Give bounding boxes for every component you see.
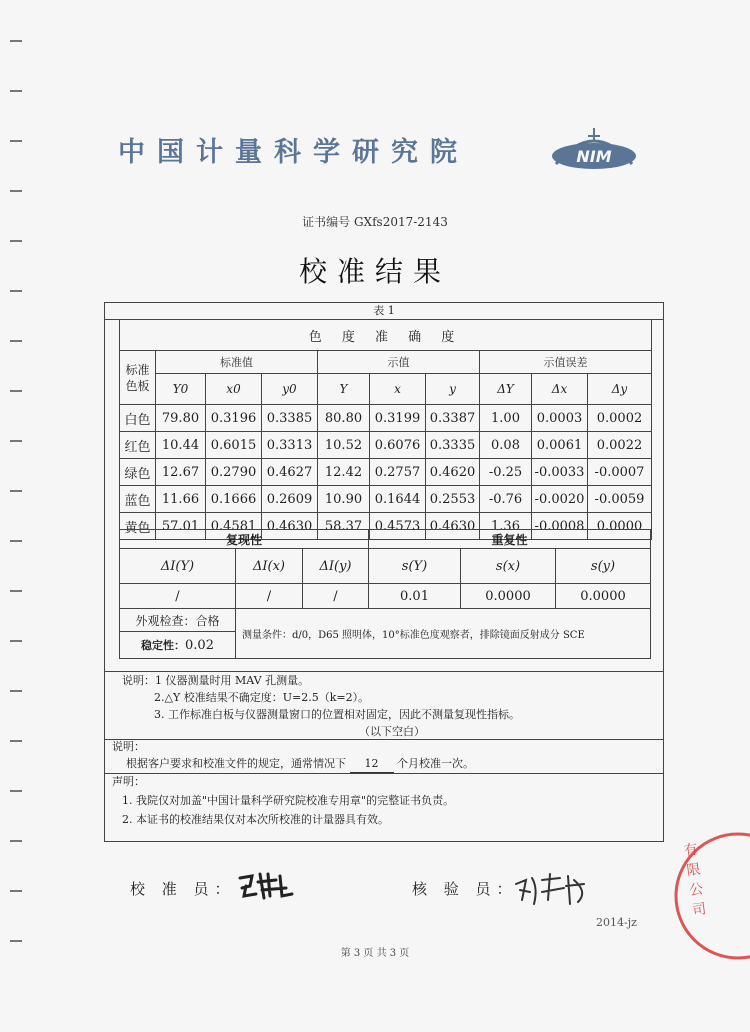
column-header: x	[370, 374, 426, 405]
table-cell: 10.52	[318, 432, 370, 459]
table-cell: -0.0033	[532, 459, 588, 486]
table-cell: 0.3313	[262, 432, 318, 459]
remark-title: 说明：	[112, 740, 145, 753]
repeatability-header: s(y)	[555, 548, 651, 584]
blank-below-marker: （以下空白）	[359, 725, 425, 738]
calibrator-label: 校 准 员：	[130, 880, 236, 898]
column-header: Y	[318, 374, 370, 405]
table-cell: 0.6076	[370, 432, 426, 459]
table-cell: 0.08	[480, 432, 532, 459]
repeatability-header: s(Y)	[368, 548, 461, 584]
std-board-header: 标准色板	[120, 351, 156, 405]
table-cell: 0.4573	[370, 513, 426, 540]
std-value-header: 标准值	[156, 351, 318, 374]
remark-block	[112, 738, 660, 773]
note-line: 2.△Y 校准结果不确定度：U=2.5（k=2）。	[154, 691, 370, 704]
table-cell: -0.25	[480, 459, 532, 486]
statement-line: 2. 本证书的校准结果仅对本次所校准的计量器具有效。	[122, 813, 389, 826]
institute-name: 中国计量科学研究院	[118, 137, 469, 168]
table-cell: 0.4581	[206, 513, 262, 540]
verifier-signature	[512, 870, 592, 910]
column-header: x0	[206, 374, 262, 405]
notes-block	[122, 672, 662, 740]
table-cell: 1.00	[480, 405, 532, 432]
appearance-check: 外观检查：合格	[119, 608, 236, 632]
table-cell: 1.36	[480, 513, 532, 540]
table-title: 色 度 准 确 度	[120, 320, 652, 351]
note-line: 说明：1 仪器测量时用 MAV 孔测量。	[122, 674, 310, 687]
table-row	[120, 459, 652, 486]
reproducibility-value: /	[302, 583, 369, 609]
table-cell: 0.4620	[426, 459, 480, 486]
table-cell: 12.67	[156, 459, 206, 486]
row-label: 红色	[120, 432, 156, 459]
column-header: Δy	[588, 374, 652, 405]
repeatability-header: s(x)	[460, 548, 556, 584]
measurement-conditions: 测量条件：d/0，D65 照明体，10°标准色度观察者，排除镜面反射成分 SCE	[235, 608, 651, 659]
table-cell: 10.90	[318, 486, 370, 513]
table-cell: 0.6015	[206, 432, 262, 459]
note-line: 3. 工作标准白板与仪器测量窗口的位置相对固定，因此不测量复现性指标。	[154, 708, 520, 721]
stability-cell	[119, 631, 236, 659]
table-cell: 0.3385	[262, 405, 318, 432]
statement-title: 声明：	[112, 775, 145, 788]
repeatability-title: 重复性	[368, 529, 651, 549]
table-cell: -0.0007	[588, 459, 652, 486]
repeatability-value: 0.0000	[460, 583, 556, 609]
table-cell: -0.0020	[532, 486, 588, 513]
table-cell: 0.3387	[426, 405, 480, 432]
seal-text: 有限公司	[682, 841, 708, 919]
table-row	[120, 486, 652, 513]
table-cell: 79.80	[156, 405, 206, 432]
error-header: 示值误差	[480, 351, 652, 374]
stability-label: 稳定性：	[141, 639, 186, 652]
statement-block	[112, 772, 660, 829]
table-cell: 0.0000	[588, 513, 652, 540]
table-cell: 0.3199	[370, 405, 426, 432]
table-caption: 表 1	[373, 304, 395, 317]
document-title: 校准结果	[298, 255, 451, 288]
table-cell: 0.4627	[262, 459, 318, 486]
table-cell: 0.1644	[370, 486, 426, 513]
chromaticity-table	[119, 319, 652, 540]
table-cell: 0.2757	[370, 459, 426, 486]
table-cell: 0.4630	[262, 513, 318, 540]
table-cell: -0.76	[480, 486, 532, 513]
row-label: 黄色	[120, 513, 156, 540]
reproducibility-title: 复现性	[119, 529, 369, 549]
table-row	[120, 405, 652, 432]
precision-table	[119, 529, 651, 653]
table-cell: -0.0059	[588, 486, 652, 513]
table-cell: 0.0061	[532, 432, 588, 459]
calibrator-signature	[236, 868, 296, 904]
indicated-header: 示值	[318, 351, 480, 374]
reference-code: 2014-jz	[596, 916, 637, 929]
table-cell: 58.37	[318, 513, 370, 540]
table-cell: 0.2790	[206, 459, 262, 486]
column-header: y	[426, 374, 480, 405]
column-header: y0	[262, 374, 318, 405]
row-label: 白色	[120, 405, 156, 432]
binding-edge	[10, 40, 24, 980]
column-header: Y0	[156, 374, 206, 405]
table-cell: 0.1666	[206, 486, 262, 513]
table-cell: 80.80	[318, 405, 370, 432]
page-number: 第 3 页 共 3 页	[340, 948, 410, 959]
table-cell: 0.4630	[426, 513, 480, 540]
reproducibility-header: ΔI(y)	[302, 548, 369, 584]
table-cell: 0.0003	[532, 405, 588, 432]
statement-line: 1. 我院仅对加盖"中国计量科学研究院校准专用章"的完整证书负责。	[122, 794, 455, 807]
column-header: Δx	[532, 374, 588, 405]
table-cell: 10.44	[156, 432, 206, 459]
table-cell: 0.3196	[206, 405, 262, 432]
table-cell: 0.2609	[262, 486, 318, 513]
table-cell: 0.0022	[588, 432, 652, 459]
remark-text: 根据客户要求和校准文件的规定，通常情况下 12 个月校准一次。	[112, 755, 660, 773]
stability-value: 0.02	[185, 637, 214, 653]
reproducibility-header: ΔI(x)	[235, 548, 303, 584]
row-label: 蓝色	[120, 486, 156, 513]
table-cell: 57.01	[156, 513, 206, 540]
svg-text:NIM: NIM	[576, 147, 612, 166]
table-cell: 11.66	[156, 486, 206, 513]
column-header: ΔY	[480, 374, 532, 405]
reproducibility-value: /	[119, 583, 236, 609]
repeatability-value: 0.01	[368, 583, 461, 609]
table-row	[120, 432, 652, 459]
repeatability-value: 0.0000	[555, 583, 651, 609]
verifier-label: 核 验 员：	[412, 880, 518, 898]
table-cell: 0.0002	[588, 405, 652, 432]
reproducibility-value: /	[235, 583, 303, 609]
row-label: 绿色	[120, 459, 156, 486]
reproducibility-header: ΔI(Y)	[119, 548, 236, 584]
table-cell: 0.3335	[426, 432, 480, 459]
table-cell: -0.0008	[532, 513, 588, 540]
table-cell: 12.42	[318, 459, 370, 486]
nim-logo-icon	[548, 124, 640, 172]
table-cell: 0.2553	[426, 486, 480, 513]
certificate-number: 证书编号 GXfs2017-2143	[302, 215, 448, 229]
calibration-interval: 12	[350, 755, 394, 773]
